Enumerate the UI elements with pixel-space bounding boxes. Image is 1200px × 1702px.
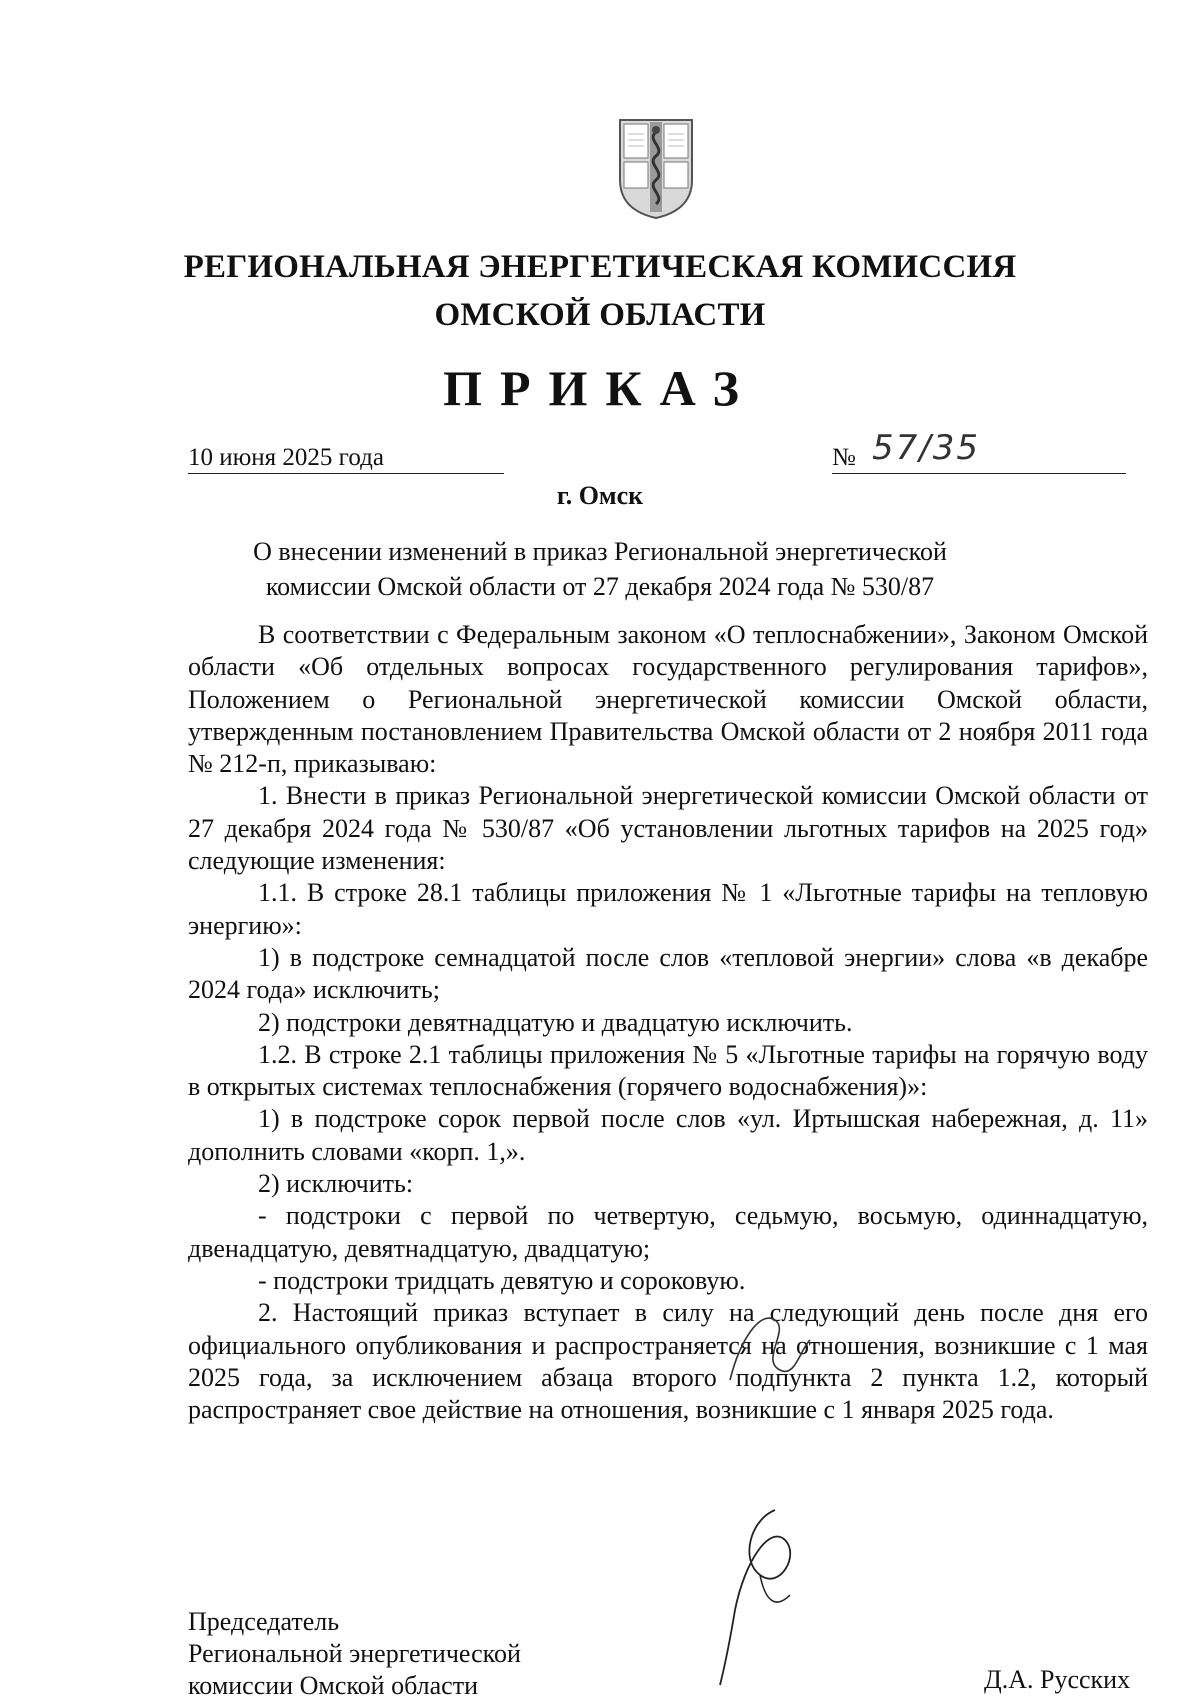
position-line1: Председатель: [188, 1607, 340, 1636]
clause-1-2-item-2: 2) исключить:: [258, 1169, 414, 1199]
clause-1-1-item-1: 1) в подстроке семнадцатой после слов «тепловой энергии» слова «в декабре 2024 года» исключить;: [188, 942, 1148, 1005]
clause-1-1: 1.1. В строке 28.1 таблицы приложения № 1 «Льготные тарифы на тепловую энергию»:: [188, 878, 1148, 940]
date-text: 10 июня 2025 года: [188, 444, 384, 471]
number-label: №: [832, 444, 856, 471]
clause-1-1-item-2: 2) подстроки девятнадцатую и двадцатую исключить.: [258, 1007, 853, 1037]
clause-1-2-item-2-dash-2: - подстроки тридцать девятую и сороковую.: [258, 1265, 746, 1295]
clause-1-2-item-2-dash-1: - подстроки с первой по четвертую, седьмую, восьмую, одиннадцатую, двенадцатую, девятнадцатую, двадцатую;: [188, 1201, 1148, 1263]
order-subject: [150, 534, 1050, 604]
clause-2: 2. Настоящий приказ вступает в силу на следующий день после дня его официального опубликования и распространяется на отношения, возникшие с 1 мая 2025 года, за исключением абзаца второго подпункта 2 пункта 1.2, который распространяет свое действие на отношения, возникшие с 1 января 2025 года.: [188, 1298, 1148, 1425]
position-line2: Региональной энергетической: [188, 1639, 521, 1668]
handwritten-signature: [705, 1500, 815, 1690]
clause-1-2: 1.2. В строке 2.1 таблицы приложения № 5 «Льготные тарифы на горячую воду в открытых системах теплоснабжения (горячего водоснабжения)»:: [188, 1039, 1148, 1102]
document-type-title: ПРИКАЗ: [443, 360, 757, 416]
order-body: [188, 619, 1148, 1426]
organization-name-line1: РЕГИОНАЛЬНАЯ ЭНЕРГЕТИЧЕСКАЯ КОМИССИЯ: [183, 249, 1017, 285]
clause-1-2-item-1: 1) в подстроке сорок первой после слов «ул. Иртышская набережная, д. 11» дополнить словами «корп. 1,».: [188, 1104, 1148, 1166]
document-number: [832, 428, 1126, 474]
subject-line1: О внесении изменений в приказ Региональной энергетической: [253, 537, 947, 566]
handwritten-mark: [720, 1300, 820, 1400]
clause-1: 1. Внести в приказ Региональной энергетической комиссии Омской области от 27 декабря 2024 года № 530/87 «Об установлении льготных тарифов на 2025 год» следующие изменения:: [188, 781, 1148, 876]
subject-line2: комиссии Омской области от 27 декабря 2024 года № 530/87: [265, 572, 935, 601]
number-value: 57/35: [872, 428, 980, 468]
city-name: г. Омск: [556, 481, 644, 510]
position-line3: комиссии Омской области: [188, 1671, 478, 1700]
document-date: [188, 443, 504, 474]
signatory-position: [188, 1606, 521, 1702]
preamble-paragraph: В соответствии с Федеральным законом «О теплоснабжении», Законом Омской области «Об отдельных вопросах государственного регулирования тарифов», Положением о Региональной энергетической комиссии Омской области, утвержденным постановлением Правительства Омской области от 2 ноября 2011 года № 212-п, приказываю:: [188, 620, 1148, 779]
coat-of-arms-emblem: [618, 118, 694, 220]
signatory-name: Д.А. Русских: [984, 1665, 1131, 1694]
organization-name-line2: ОМСКОЙ ОБЛАСТИ: [434, 297, 766, 333]
